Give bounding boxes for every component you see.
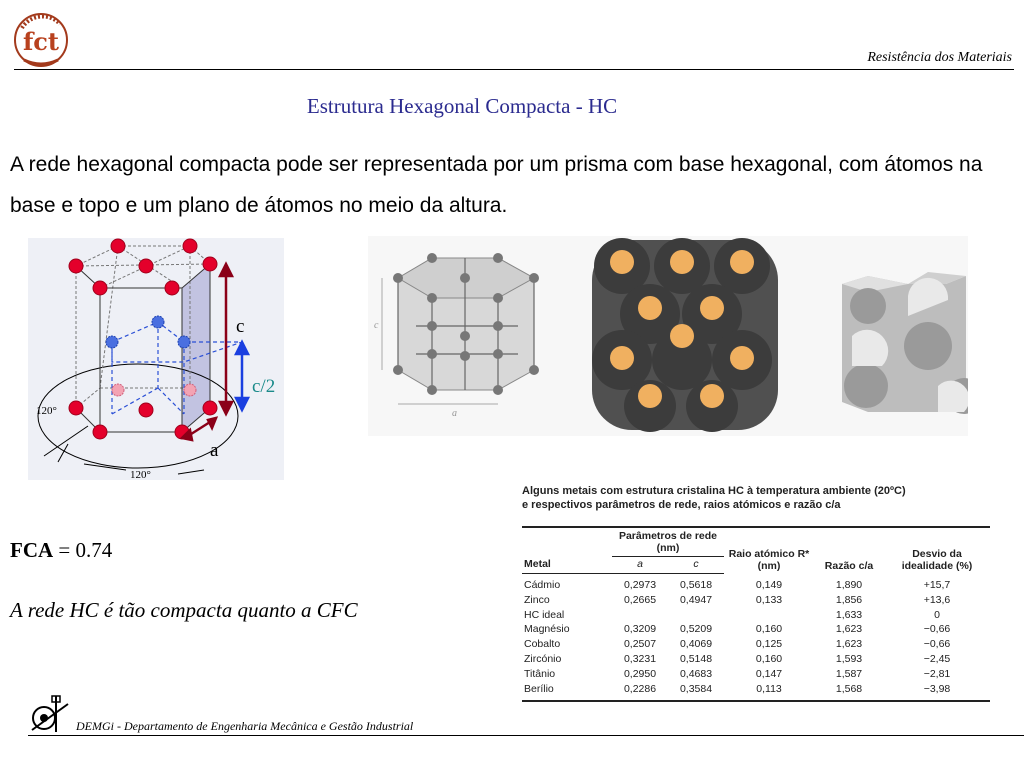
cell-radius: 0,149 (755, 578, 783, 591)
cell-metal: Cádmio (524, 579, 561, 591)
model-label-c: c (374, 320, 379, 331)
slide-title: Estrutura Hexagonal Compacta - HC (306, 94, 618, 118)
cell-c: 0,5618 (679, 579, 713, 591)
cell-deviation: −0,66 (923, 623, 951, 636)
cell-c: 0,5148 (679, 652, 713, 665)
table-row (522, 574, 990, 593)
cell-radius: 0,125 (755, 638, 783, 651)
header-deviation: Desvio da idealidade (%) (901, 547, 973, 572)
cell-ratio: 1,890 (835, 578, 863, 591)
cell-c: 0,3584 (679, 682, 713, 695)
header-c: c (668, 557, 724, 574)
cell-deviation: −3,98 (923, 682, 951, 695)
metals-table (522, 528, 990, 696)
cell-metal: Zinco (524, 593, 550, 606)
footer-department: DEMGi - Departamento de Engenharia Mecânica e Gestão Industrial (76, 719, 414, 733)
header-metal: Metal (522, 557, 612, 574)
table-row (522, 682, 990, 697)
cell-c: 0,4069 (679, 638, 713, 651)
cell-a: 0,2950 (623, 667, 657, 680)
packing-factor (10, 538, 112, 563)
cut-prism-model (842, 272, 968, 414)
cell-radius (724, 608, 814, 623)
cell-a (612, 608, 668, 623)
cell-ratio: 1,568 (835, 682, 863, 695)
table-row (522, 608, 990, 623)
fca-label: FCA (10, 538, 54, 562)
course-title: Resistência dos Materiais (867, 50, 1012, 65)
table-row (522, 667, 990, 682)
label-c: c (236, 316, 245, 337)
table-row (522, 622, 990, 637)
cell-ratio: 1,587 (835, 667, 863, 680)
header-divider (14, 69, 1014, 70)
cell-a: 0,2665 (623, 593, 657, 606)
cell-a: 0,3231 (623, 652, 657, 665)
cell-a: 0,3209 (623, 623, 657, 636)
cell-deviation: −2,81 (923, 667, 951, 680)
cell-deviation: −2,45 (923, 652, 951, 665)
header-a: a (612, 557, 668, 574)
model-label-a: a (452, 408, 457, 419)
hc-models-figure (368, 236, 968, 436)
cell-deviation: 0 (934, 608, 940, 621)
hard-sphere-model (592, 238, 778, 432)
cell-metal: Titânio (524, 667, 556, 680)
cell-a: 0,2286 (623, 682, 657, 695)
cell-ratio: 1,633 (835, 608, 863, 621)
fctuc-logo (10, 8, 72, 70)
demgi-logo-icon (28, 694, 72, 734)
cell-ratio: 1,623 (835, 638, 863, 651)
cell-ratio: 1,623 (835, 623, 863, 636)
footer-divider (28, 735, 1024, 736)
cell-metal: Berílio (524, 682, 554, 695)
cell-metal: Cobalto (524, 638, 561, 651)
cell-deviation: +13,6 (923, 593, 951, 606)
table-row (522, 637, 990, 652)
table-bottom-rule (522, 700, 990, 702)
cell-c: 0,4947 (679, 593, 713, 606)
cell-c: 0,5209 (679, 623, 713, 636)
cell-ratio: 1,856 (835, 593, 863, 606)
cell-a: 0,2973 (623, 579, 657, 591)
cell-radius: 0,113 (756, 682, 782, 695)
fca-value: = 0.74 (58, 538, 113, 562)
table-caption (522, 484, 990, 512)
angle-label-bottom: 120° (130, 469, 151, 480)
cell-radius: 0,160 (755, 623, 783, 636)
svg-text:fct: fct (22, 27, 60, 56)
cell-metal: HC ideal (524, 608, 565, 621)
cell-c (668, 608, 724, 623)
label-c-half: c/2 (252, 376, 276, 397)
cell-ratio: 1,593 (835, 652, 863, 665)
angle-label-left: 120° (36, 405, 57, 417)
table-caption-line1: Alguns metais com estrutura cristalina HC à temperatura ambiente (20ºC) (522, 485, 906, 497)
cell-radius: 0,133 (755, 593, 783, 606)
cell-deviation: −0,66 (923, 638, 951, 651)
cell-deviation: +15,7 (923, 578, 951, 591)
cell-metal: Zircónio (524, 652, 562, 665)
header-radius: Raio atómico R* (nm) (728, 547, 810, 572)
cell-radius: 0,160 (755, 652, 783, 665)
table-caption-line2: e respectivos parâmetros de rede, raios atómicos e razão c/a (522, 499, 841, 511)
hc-metals-table (522, 484, 990, 702)
hc-unit-cell-figure (28, 238, 290, 480)
header-ratio: Razão c/a (824, 559, 874, 572)
table-row (522, 652, 990, 667)
cell-metal: Magnésio (524, 623, 570, 636)
label-a: a (210, 440, 219, 461)
cell-a: 0,2507 (623, 638, 657, 651)
header-params: Parâmetros de rede (nm) (618, 530, 718, 554)
cell-c: 0,4683 (679, 667, 713, 680)
table-row (522, 593, 990, 608)
cell-radius: 0,147 (755, 667, 783, 680)
intro-paragraph: A rede hexagonal compacta pode ser representada por um prisma com base hexagonal, com átomos na base e topo e um plano de átomos no meio da altura. (10, 153, 983, 217)
compactness-note: A rede HC é tão compacta quanto a CFC (10, 598, 358, 622)
